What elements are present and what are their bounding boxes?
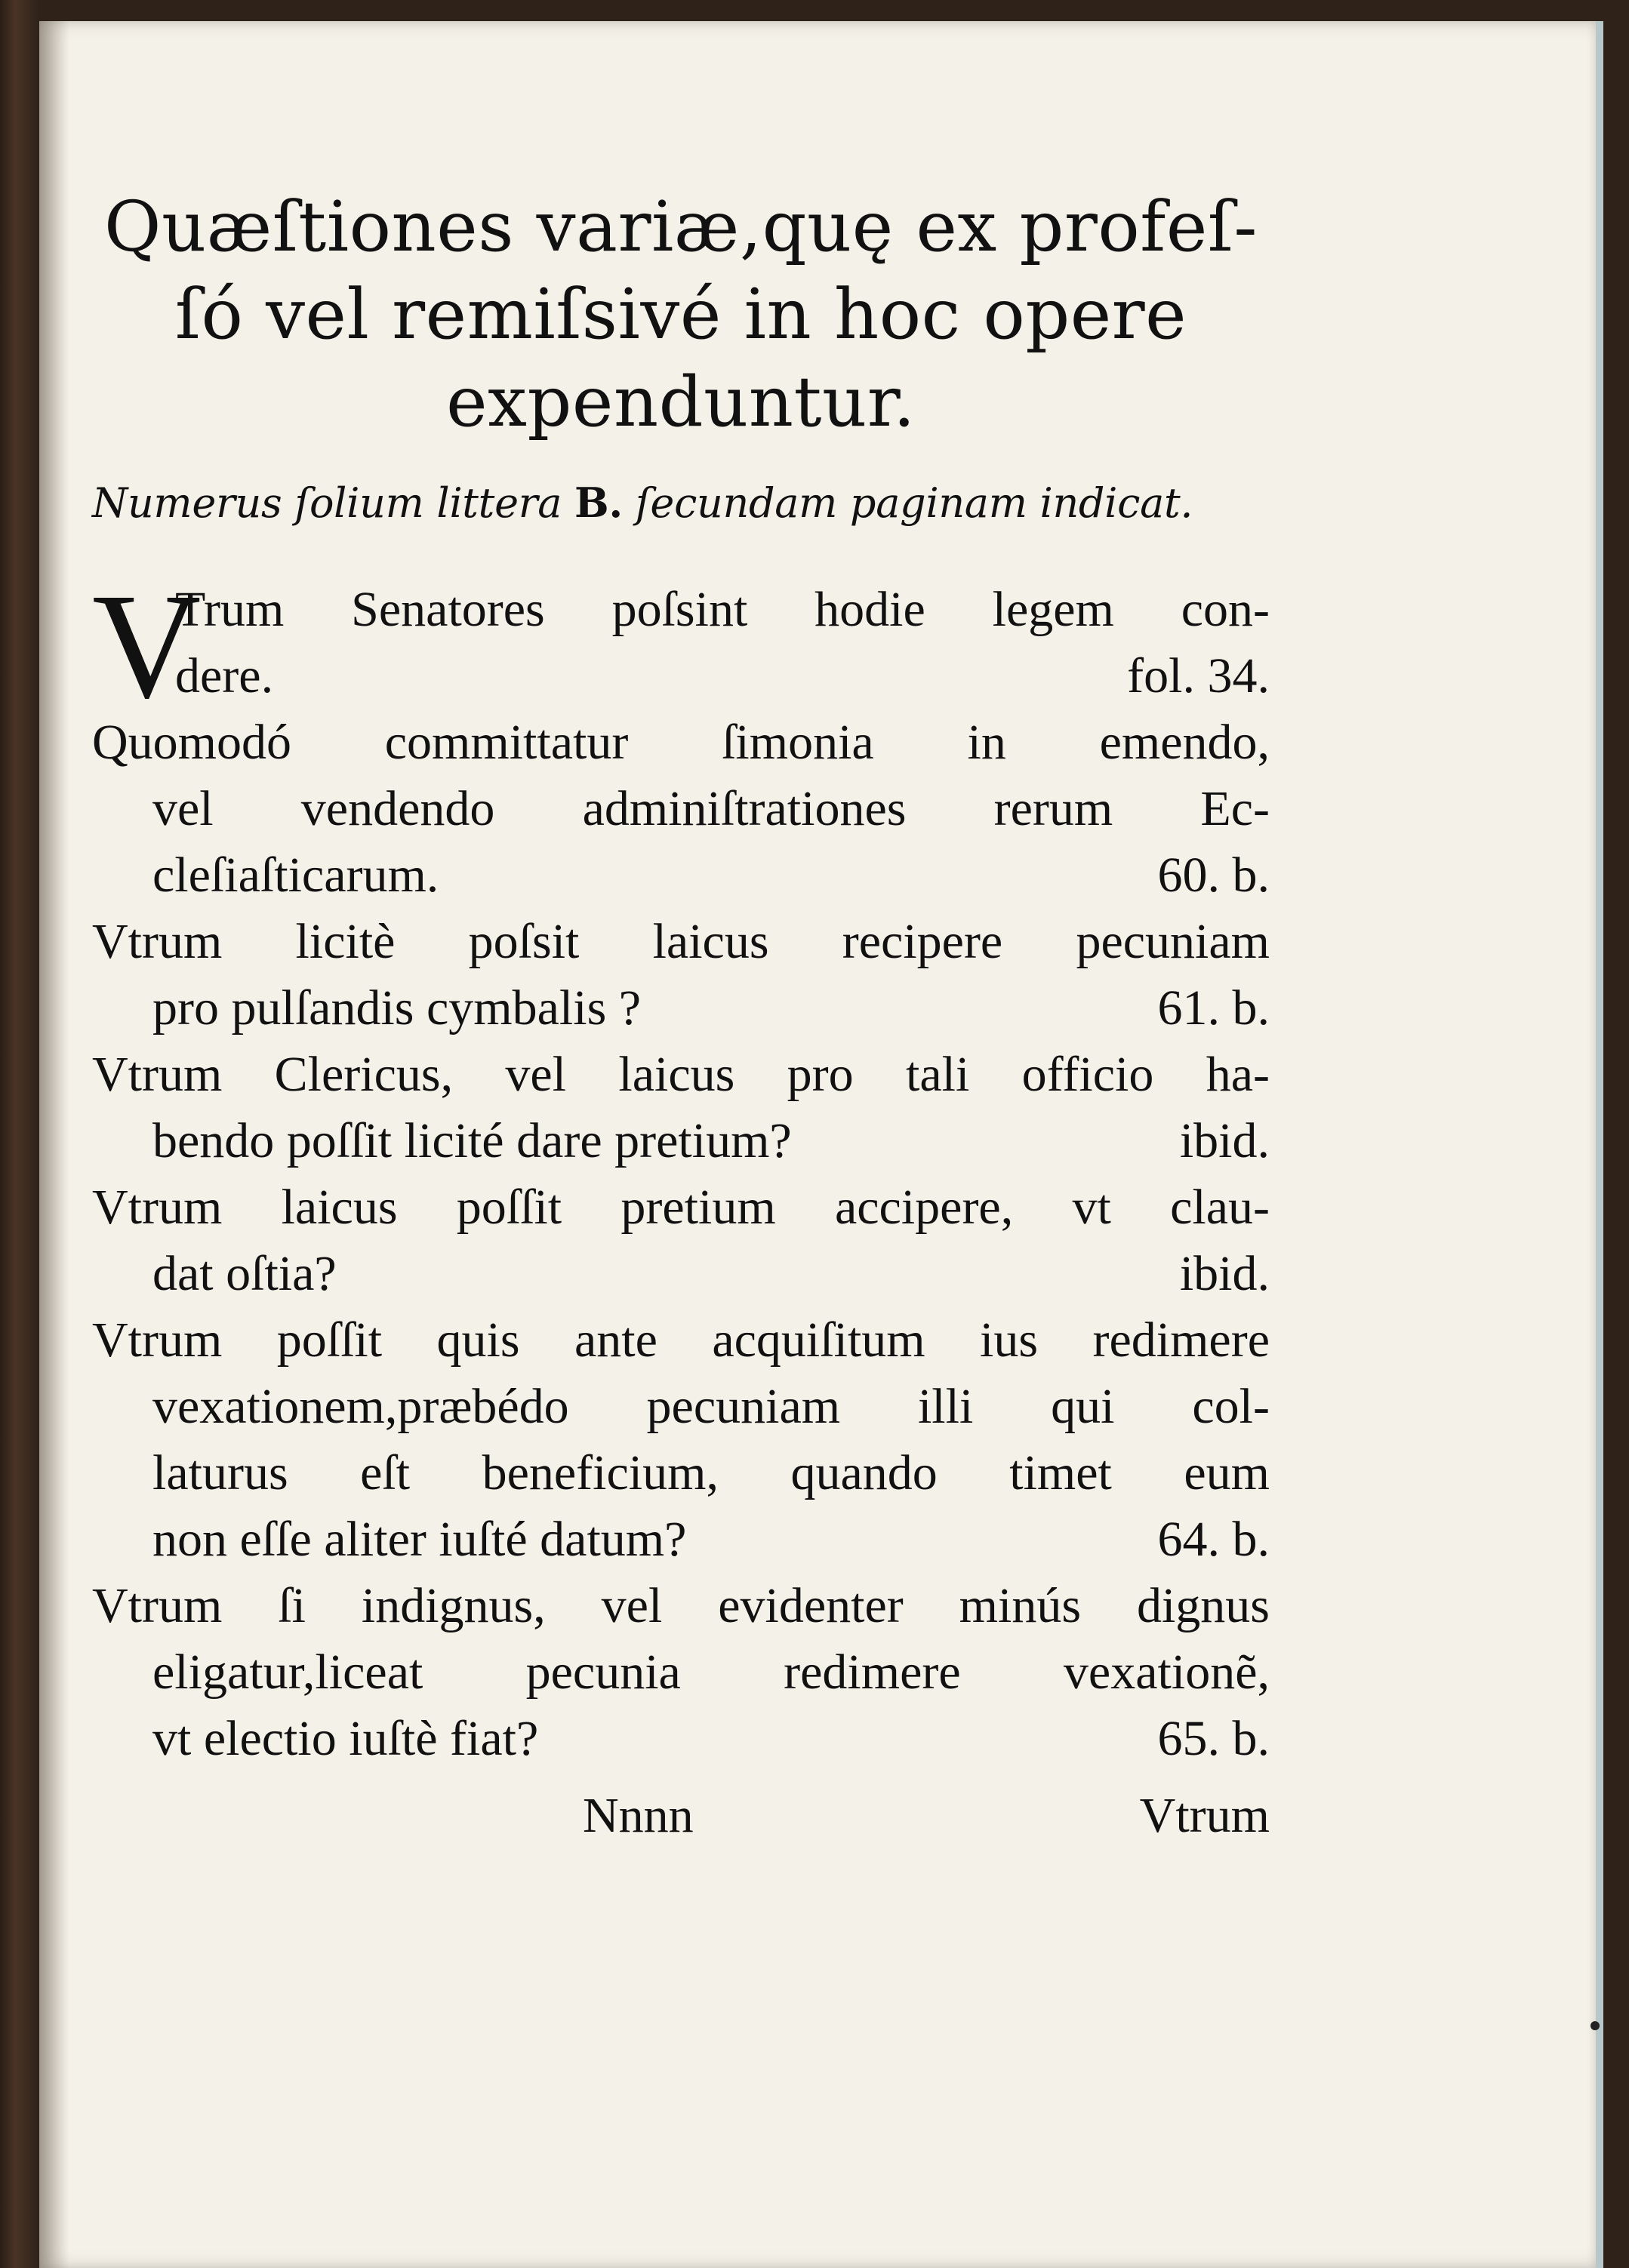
ink-speck (1591, 2021, 1600, 2030)
entry-continuation-line: laturus eſt beneficium, quando timet eum (152, 1445, 1270, 1500)
entry-last-line (92, 975, 1270, 1042)
entry-first-line: Vtrum poſſit quis ante acquiſitum ius redimere (92, 1312, 1270, 1368)
title-line-1: Quæſtiones variæ,quę ex profeſ- (104, 186, 1258, 267)
folio-reference: 60. b. (1157, 848, 1270, 903)
entry-last-line (92, 1506, 1270, 1573)
list-item (92, 1307, 1270, 1573)
book-page (39, 21, 1603, 2268)
note-text-1: Numerus ſolium littera (92, 479, 562, 527)
title-line-2: ſó vel remiſsivé in hoc opere (174, 274, 1187, 355)
catchword: Vtrum (1139, 1788, 1270, 1843)
page-title (92, 183, 1270, 446)
note-text-2: ſecundam paginam indicat. (635, 479, 1193, 527)
list-item (92, 1174, 1270, 1307)
binding-gutter (39, 21, 69, 2268)
folio-reference: ibid. (1179, 1246, 1270, 1301)
entry-continuation-line: eligatur,liceat pecunia redimere vexationẽ, (152, 1645, 1270, 1700)
entry-first-line: Quomodó committatur ſimonia in emendo, (92, 715, 1270, 770)
list-item (92, 909, 1270, 1042)
entry-last-line (92, 1108, 1270, 1174)
title-line-3: expenduntur. (446, 362, 916, 442)
page-footer (92, 1783, 1270, 1849)
entry-text: dere. (175, 648, 274, 703)
entry-last-line (92, 842, 1270, 909)
list-item (92, 1042, 1270, 1174)
drop-cap: V (92, 563, 202, 730)
list-item (92, 563, 1270, 730)
folio-reference: fol. 34. (1127, 648, 1270, 703)
folio-reference: 61. b. (1157, 980, 1270, 1036)
entry-continuation-line: vel vendendo adminiſtrationes rerum Ec- (152, 781, 1270, 836)
list-item (92, 709, 1270, 909)
note-letter: B. (574, 479, 623, 527)
entry-first-line: Vtrum licitè poſsit laicus recipere pecuniam (92, 914, 1270, 969)
entry-first-line: Vtrum laicus poſſit pretium accipere, vt clau- (92, 1180, 1270, 1235)
entry-text: cleſiaſticarum. (152, 848, 439, 903)
question-list (92, 563, 1270, 1772)
entry-text: bendo poſſit licité dare pretium? (152, 1113, 792, 1168)
entry-text: vt electio iuſtè fiat? (152, 1711, 539, 1766)
entry-last-line (92, 643, 1270, 709)
entry-text: pro pulſandis cymbalis ? (152, 980, 642, 1036)
entry-text: non eſſe aliter iuſté datum? (152, 1512, 687, 1567)
entry-text: dat oſtia? (152, 1246, 337, 1301)
list-item (92, 1573, 1270, 1772)
entry-first-line: Vtrum ſi indignus, vel evidenter minús dignus (92, 1578, 1270, 1633)
folio-note (92, 476, 1270, 530)
entry-continuation-line: vexationem,præbédo pecuniam illi qui col- (152, 1379, 1270, 1434)
entry-first-line: Vtrum Clericus, vel laicus pro tali officio ha- (92, 1047, 1270, 1102)
folio-reference: ibid. (1179, 1113, 1270, 1168)
entry-last-line (92, 1241, 1270, 1307)
entry-last-line (92, 1706, 1270, 1772)
signature-mark: Nnnn (583, 1788, 694, 1843)
entry-first-line: Trum Senatores poſsint hodie legem con- (175, 582, 1270, 637)
folio-reference: 64. b. (1157, 1512, 1270, 1567)
index-text-block (92, 183, 1270, 1849)
folio-reference: 65. b. (1157, 1711, 1270, 1766)
